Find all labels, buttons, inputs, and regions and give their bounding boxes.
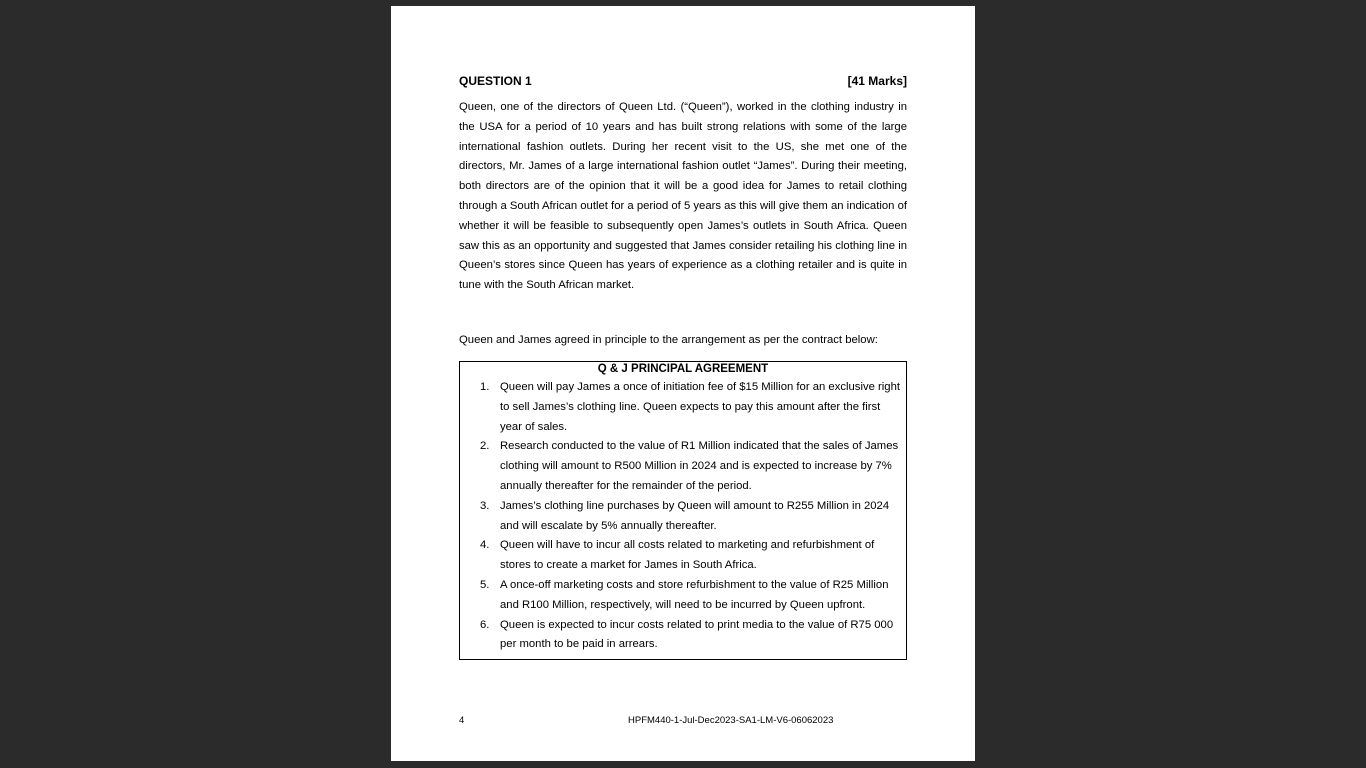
document-code: HPFM440-1-Jul-Dec2023-SA1-LM-V6-06062023 xyxy=(628,715,834,726)
term-text: A once-off marketing costs and store refurbishment to the value of R25 Million and R100 Million, respectively, will need to be incurred by Queen upfront. xyxy=(500,578,889,611)
agreement-term xyxy=(480,378,900,437)
term-number: 3. xyxy=(480,499,490,512)
agreement-term xyxy=(480,536,900,576)
scenario-paragraph: Queen, one of the directors of Queen Ltd. (“Queen”), worked in the clothing industry in the USA for a period of 10 years and has built strong relations with some of the large international fashion outlets. During her recent visit to the US, she met one of the directors, Mr. James of a large international fashion outlet “James”. During their meeting, both directors are of the opinion that it will be a good idea for James to retail clothing through a South African outlet for a period of 5 years as this will give them an indication of whether it will be feasible to subsequently open James’s outlets in South Africa. Queen saw this as an opportunity and suggested that James consider retailing his clothing line in Queen’s stores since Queen has years of experience as a clothing retailer and is quite in tune with the South African market. xyxy=(459,101,907,292)
term-text: Queen is expected to incur costs related to print media to the value of R75 000 per month to be paid in arrears. xyxy=(500,618,894,651)
term-number: 1. xyxy=(480,381,490,393)
term-number: 2. xyxy=(480,440,490,453)
term-number: 5. xyxy=(480,578,490,591)
term-number: 4. xyxy=(480,539,490,552)
agreement-intro: Queen and James agreed in principle to the arrangement as per the contract below: xyxy=(459,334,878,346)
document-page xyxy=(391,6,975,761)
page-number: 4 xyxy=(459,715,465,726)
agreement-box xyxy=(459,361,907,660)
agreement-term xyxy=(480,616,900,656)
question-marks: [41 Marks] xyxy=(847,74,907,88)
question-header xyxy=(459,74,907,88)
agreement-title: Q & J PRINCIPAL AGREEMENT xyxy=(597,363,769,375)
term-text: Queen will have to incur all costs related to marketing and refurbishment of stores to create a market for James in South Africa. xyxy=(500,539,875,572)
term-number: 6. xyxy=(480,618,490,631)
term-text: Research conducted to the value of R1 Million indicated that the sales of James clothing will amount to R500 Million in 2024 and is expected to increase by 7% annually thereafter for the remainder of the period. xyxy=(500,440,899,492)
term-text: James’s clothing line purchases by Queen will amount to R255 Million in 2024 and will escalate by 5% annually thereafter. xyxy=(500,499,890,532)
agreement-term xyxy=(480,576,900,616)
agreement-term xyxy=(480,497,900,537)
question-title: QUESTION 1 xyxy=(459,74,532,88)
agreement-terms xyxy=(480,378,900,655)
term-text: Queen will pay James a once of initiation fee of $15 Million for an exclusive right to sell James’s clothing line. Queen expects to pay this amount after the first year of sales. xyxy=(500,381,900,433)
agreement-term xyxy=(480,437,900,496)
